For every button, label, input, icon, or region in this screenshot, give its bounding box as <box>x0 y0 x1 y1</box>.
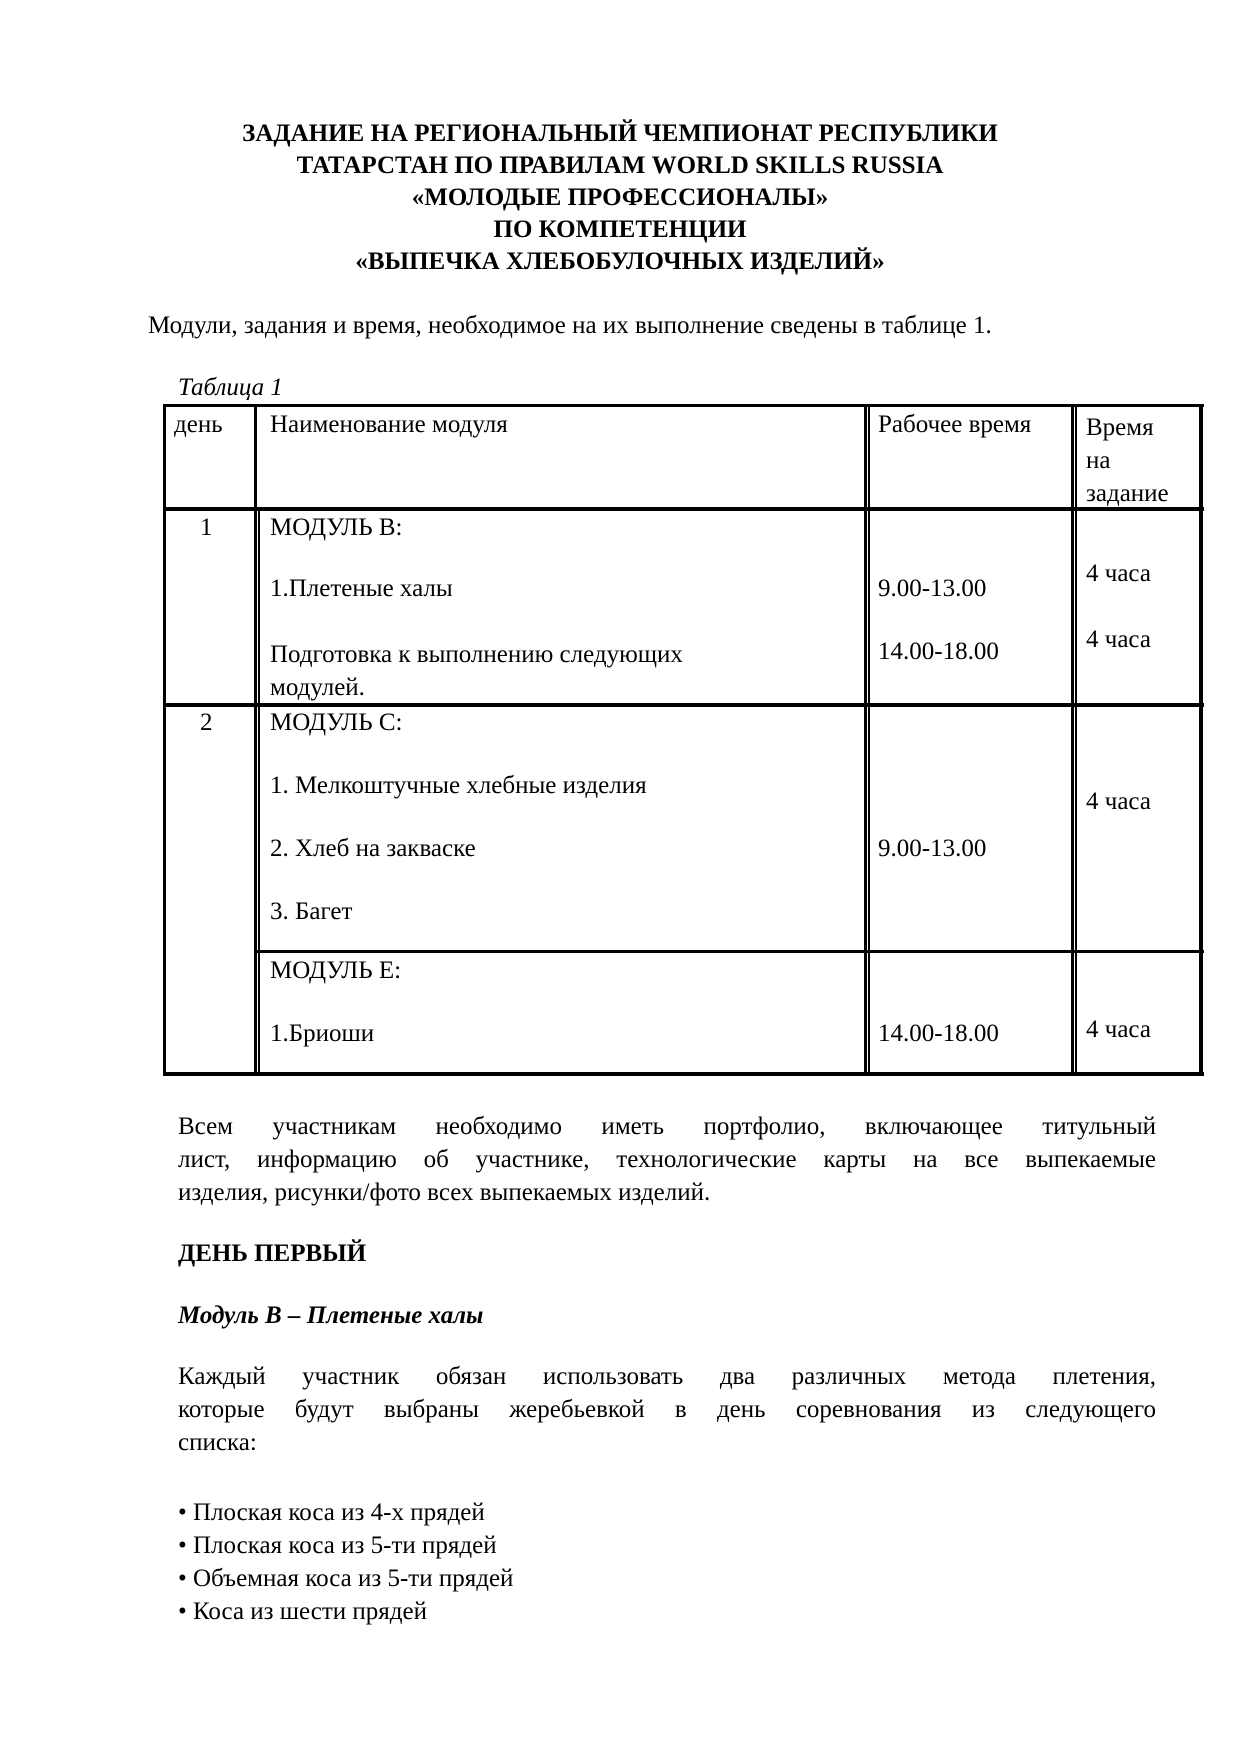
list-item: • Плоская коса из 5-ти прядей <box>178 1532 497 1559</box>
table-border <box>163 703 1204 707</box>
header-work-time: Рабочее время <box>878 411 1032 438</box>
day-number: 1 <box>200 514 213 541</box>
module-b-heading: Модуль В – Плетеные халы <box>178 1302 484 1329</box>
table-border <box>1075 404 1077 1076</box>
work-time: 14.00-18.00 <box>878 638 999 665</box>
table-border <box>163 1072 1204 1076</box>
table-border <box>864 404 867 1076</box>
module-title: МОДУЛЬ Е: <box>270 957 402 984</box>
work-time: 9.00-13.00 <box>878 575 987 602</box>
day-number: 2 <box>200 709 213 736</box>
header-task-time-line: на <box>1086 447 1111 474</box>
title-line: ЗАДАНИЕ НА РЕГИОНАЛЬНЫЙ ЧЕМПИОНАТ РЕСПУБЛИКИ <box>242 120 998 147</box>
table-border <box>163 404 1204 407</box>
paragraph-line: которые будут выбраны жеребьевкой в день соревнования из следующего <box>178 1396 1156 1423</box>
title-line: ПО КОМПЕТЕНЦИИ <box>493 216 747 243</box>
module-item: 1.Бриоши <box>270 1020 375 1047</box>
module-title: МОДУЛЬ В: <box>270 514 403 541</box>
task-duration: 4 часа <box>1086 626 1151 653</box>
list-item: • Плоская коса из 4-х прядей <box>178 1499 485 1526</box>
paragraph-line: списка: <box>178 1429 257 1456</box>
list-item: • Коса из шести прядей <box>178 1598 427 1625</box>
header-day: день <box>174 411 223 438</box>
module-item: 1. Мелкоштучные хлебные изделия <box>270 772 647 799</box>
intro-text: Модули, задания и время, необходимое на их выполнение сведены в таблице 1. <box>148 312 992 339</box>
table-border <box>256 950 1204 953</box>
module-item <box>270 638 683 704</box>
paragraph-line: Каждый участник обязан использовать два различных метода плетения, <box>178 1363 1156 1390</box>
table-border <box>1199 404 1203 1076</box>
document-title <box>150 118 1090 278</box>
paragraph-line: лист, информацию об участнике, технологические карты на все выпекаемые <box>178 1146 1156 1173</box>
table-border <box>1071 404 1074 1076</box>
task-duration: 4 часа <box>1086 788 1151 815</box>
task-duration: 4 часа <box>1086 560 1151 587</box>
module-title: МОДУЛЬ С: <box>270 709 403 736</box>
day-one-heading: ДЕНЬ ПЕРВЫЙ <box>178 1240 367 1267</box>
title-line: «ВЫПЕЧКА ХЛЕБОБУЛОЧНЫХ ИЗДЕЛИЙ» <box>355 248 885 275</box>
title-line: ТАТАРСТАН ПО ПРАВИЛАМ WORLD SKILLS RUSSIA <box>296 152 944 179</box>
module-item: 2. Хлеб на закваске <box>270 835 476 862</box>
table-border <box>163 507 1204 511</box>
braiding-methods-list <box>178 1496 513 1628</box>
module-item: 3. Багет <box>270 898 353 925</box>
table-border <box>258 507 260 1076</box>
title-line: «МОЛОДЫЕ ПРОФЕССИОНАЛЫ» <box>411 184 829 211</box>
table-border <box>163 404 166 1076</box>
header-module: Наименование модуля <box>270 411 508 438</box>
portfolio-paragraph <box>178 1110 1156 1209</box>
task-duration: 4 часа <box>1086 1016 1151 1043</box>
list-item: • Объемная коса из 5-ти прядей <box>178 1565 514 1592</box>
work-time: 14.00-18.00 <box>878 1020 999 1047</box>
table-border <box>868 404 870 1076</box>
braiding-paragraph <box>178 1360 1156 1459</box>
paragraph-line: изделия, рисунки/фото всех выпекаемых изделий. <box>178 1179 711 1206</box>
header-task-time-line: задание <box>1086 480 1169 507</box>
paragraph-line: Всем участникам необходимо иметь портфолио, включающее титульный <box>178 1113 1156 1140</box>
table-border <box>254 404 257 1076</box>
header-task-time <box>1086 411 1169 510</box>
module-item-line: модулей. <box>270 674 365 701</box>
module-item: 1.Плетеные халы <box>270 575 453 602</box>
work-time: 9.00-13.00 <box>878 835 987 862</box>
table-caption: Таблица 1 <box>178 374 283 401</box>
header-task-time-line: Время <box>1086 414 1154 441</box>
module-item-line: Подготовка к выполнению следующих <box>270 641 683 668</box>
